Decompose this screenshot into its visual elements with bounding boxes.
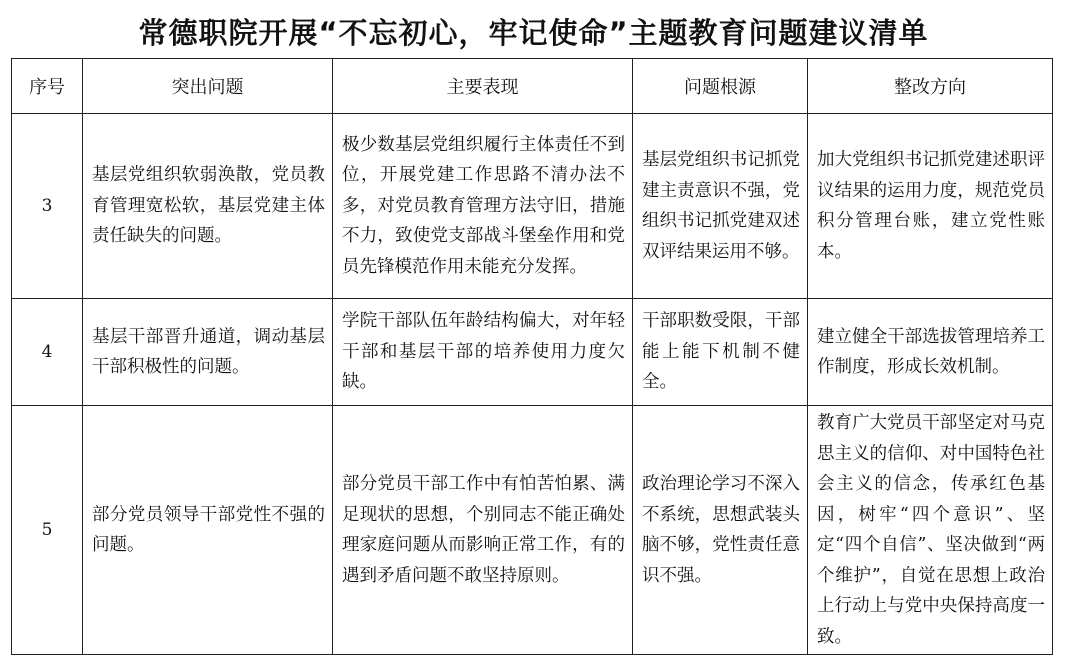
header-root-cause: 问题根源 bbox=[633, 59, 808, 114]
cell-manifestation: 极少数基层党组织履行主体责任不到位，开展党建工作思路不清办法不多，对党员教育管理方法守旧，措施不力，致使党支部战斗堡垒作用和党员先锋模范作用未能充分发挥。 bbox=[333, 114, 633, 299]
header-rectification: 整改方向 bbox=[808, 59, 1053, 114]
header-issue: 突出问题 bbox=[83, 59, 333, 114]
cell-root-cause: 政治理论学习不深入不系统，思想武装头脑不够，党性责任意识不强。 bbox=[633, 406, 808, 655]
cell-rectification: 教育广大党员干部坚定对马克思主义的信仰、对中国特色社会主义的信念，传承红色基因，树牢“四个意识”、坚定“四个自信”、坚决做到“两个维护”，自觉在思想上政治上行动上与党中央保持高度一致。 bbox=[808, 406, 1053, 655]
table-row bbox=[12, 114, 1053, 299]
row-number: 4 bbox=[12, 299, 83, 406]
table-row bbox=[12, 299, 1053, 406]
header-number: 序号 bbox=[12, 59, 83, 114]
cell-issue: 基层干部晋升通道，调动基层干部积极性的问题。 bbox=[83, 299, 333, 406]
page-title: 常德职院开展“不忘初心，牢记使命”主题教育问题建议清单 bbox=[138, 16, 929, 50]
cell-manifestation: 部分党员干部工作中有怕苦怕累、满足现状的思想，个别同志不能正确处理家庭问题从而影响正常工作，有的遇到矛盾问题不敢坚持原则。 bbox=[333, 406, 633, 655]
row-number: 5 bbox=[12, 406, 83, 655]
cell-issue: 部分党员领导干部党性不强的问题。 bbox=[83, 406, 333, 655]
cell-manifestation: 学院干部队伍年龄结构偏大，对年轻干部和基层干部的培养使用力度欠缺。 bbox=[333, 299, 633, 406]
cell-issue: 基层党组织软弱涣散，党员教育管理宽松软，基层党建主体责任缺失的问题。 bbox=[83, 114, 333, 299]
header-manifestation: 主要表现 bbox=[333, 59, 633, 114]
table-row bbox=[12, 406, 1053, 655]
row-number: 3 bbox=[12, 114, 83, 299]
cell-rectification: 加大党组织书记抓党建述职评议结果的运用力度，规范党员积分管理台账，建立党性账本。 bbox=[808, 114, 1053, 299]
table-header-row bbox=[12, 59, 1053, 114]
cell-rectification: 建立健全干部选拔管理培养工作制度，形成长效机制。 bbox=[808, 299, 1053, 406]
cell-root-cause: 基层党组织书记抓党建主责意识不强，党组织书记抓党建双述双评结果运用不够。 bbox=[633, 114, 808, 299]
issue-table bbox=[11, 58, 1053, 655]
cell-root-cause: 干部职数受限，干部能上能下机制不健全。 bbox=[633, 299, 808, 406]
